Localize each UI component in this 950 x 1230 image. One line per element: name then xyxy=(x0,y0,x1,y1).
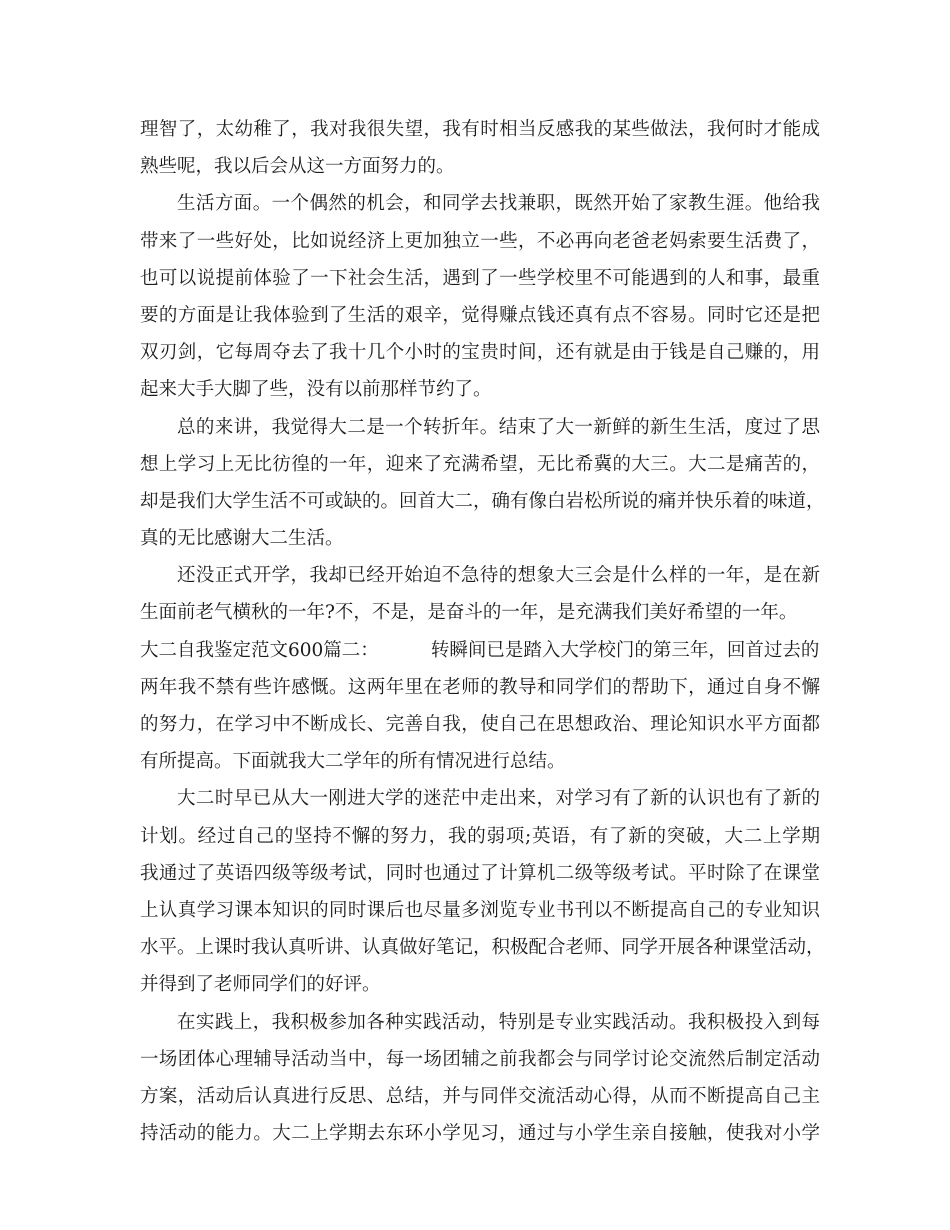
text-line: 水平。上课时我认真听讲、认真做好笔记，积极配合老师、同学开展各种课堂活动， xyxy=(140,937,825,959)
text-line: 计划。经过自己的坚持不懈的努力，我的弱项;英语，有了新的突破，大二上学期 xyxy=(140,825,820,847)
text-segment: 转瞬间已是踏入大学校门的第三年，回首过去的 xyxy=(430,639,820,661)
text-line: 两年我不禁有些许感慨。这两年里在老师的教导和同学们的帮助下，通过自身不懈 xyxy=(140,676,820,698)
text-line: 真的无比感谢大二生活。 xyxy=(140,528,344,550)
text-line: 却是我们大学生活不可或缺的。回首大二，确有像白岩松所说的痛并快乐着的味道， xyxy=(140,490,825,512)
text-line: 并得到了老师同学们的好评。 xyxy=(140,974,381,996)
text-line: 的努力，在学习中不断成长、完善自我，使自己在思想政治、理论知识水平方面都 xyxy=(140,714,820,735)
text-line: 持活动的能力。大二上学期去东环小学见习，通过与小学生亲自接触，使我对小学 xyxy=(140,1123,820,1145)
text-line: 起来大手大脚了些，没有以前那样节约了。 xyxy=(140,379,492,401)
text-line: 方案，活动后认真进行反思、总结，并与同伴交流活动心得，从而不断提高自己主 xyxy=(140,1085,820,1107)
paragraph xyxy=(140,632,820,781)
text-line: 上认真学习课本知识的同时课后也尽量多浏览专业书刊以不断提高自己的专业知识 xyxy=(140,899,820,921)
text-line: 在实践上，我积极参加各种实践活动，特别是专业实践活动。我积极投入到每 xyxy=(177,1011,820,1033)
text-line: 有所提高。下面就我大二学年的所有情况进行总结。 xyxy=(140,751,566,773)
text-line: 双刃剑，它每周夺去了我十几个小时的宝贵时间，还有就是由于钱是自己赚的，用 xyxy=(140,342,820,364)
text-line: 大二时早已从大一刚进大学的迷茫中走出来，对学习有了新的认识也有了新的 xyxy=(177,788,820,810)
text-line: 总的来讲，我觉得大二是一个转折年。结束了大一新鲜的新生生活，度过了思 xyxy=(177,416,820,438)
text-line: 要的方面是让我体验到了生活的艰辛，觉得赚点钱还真有点不容易。同时它还是把 xyxy=(140,304,820,326)
document-body xyxy=(140,111,825,1152)
text-line: 我通过了英语四级等级考试，同时也通过了计算机二级等级考试。平时除了在课堂 xyxy=(140,862,820,884)
paragraph xyxy=(140,409,825,558)
text-line: 带来了一些好处，比如说经济上更加独立一些，不必再向老爸老妈索要生活费了， xyxy=(140,230,820,252)
section-heading: 大二自我鉴定范文600篇二： xyxy=(140,639,379,661)
paragraph xyxy=(140,111,820,185)
paragraph xyxy=(140,185,820,408)
text-line: 生面前老气横秋的一年?不，不是，是奋斗的一年，是充满我们美好希望的一年。 xyxy=(140,602,798,624)
text-line: 生活方面。一个偶然的机会，和同学去找兼职，既然开始了家教生涯。他给我 xyxy=(177,193,820,215)
text-line: 理智了，太幼稚了，我对我很失望，我有时相当反感我的某些做法，我何时才能成 xyxy=(140,119,820,140)
text-line: 还没正式开学，我却已经开始迫不急待的想象大三会是什么样的一年，是在新 xyxy=(177,565,820,587)
paragraph xyxy=(140,557,820,631)
text-line: 想上学习上无比彷徨的一年，迎来了充满希望，无比希冀的大三。大二是痛苦的， xyxy=(140,453,820,475)
section-heading-line xyxy=(140,632,820,669)
text-line: 也可以说提前体验了一下社会生活，遇到了一些学校里不可能遇到的人和事，最重 xyxy=(140,267,820,289)
paragraph xyxy=(140,1004,820,1153)
paragraph xyxy=(140,780,825,1003)
text-line: 一场团体心理辅导活动当中，每一场团辅之前我都会与同学讨论交流然后制定活动 xyxy=(140,1048,820,1070)
text-line: 熟些呢，我以后会从这一方面努力的。 xyxy=(140,156,455,178)
